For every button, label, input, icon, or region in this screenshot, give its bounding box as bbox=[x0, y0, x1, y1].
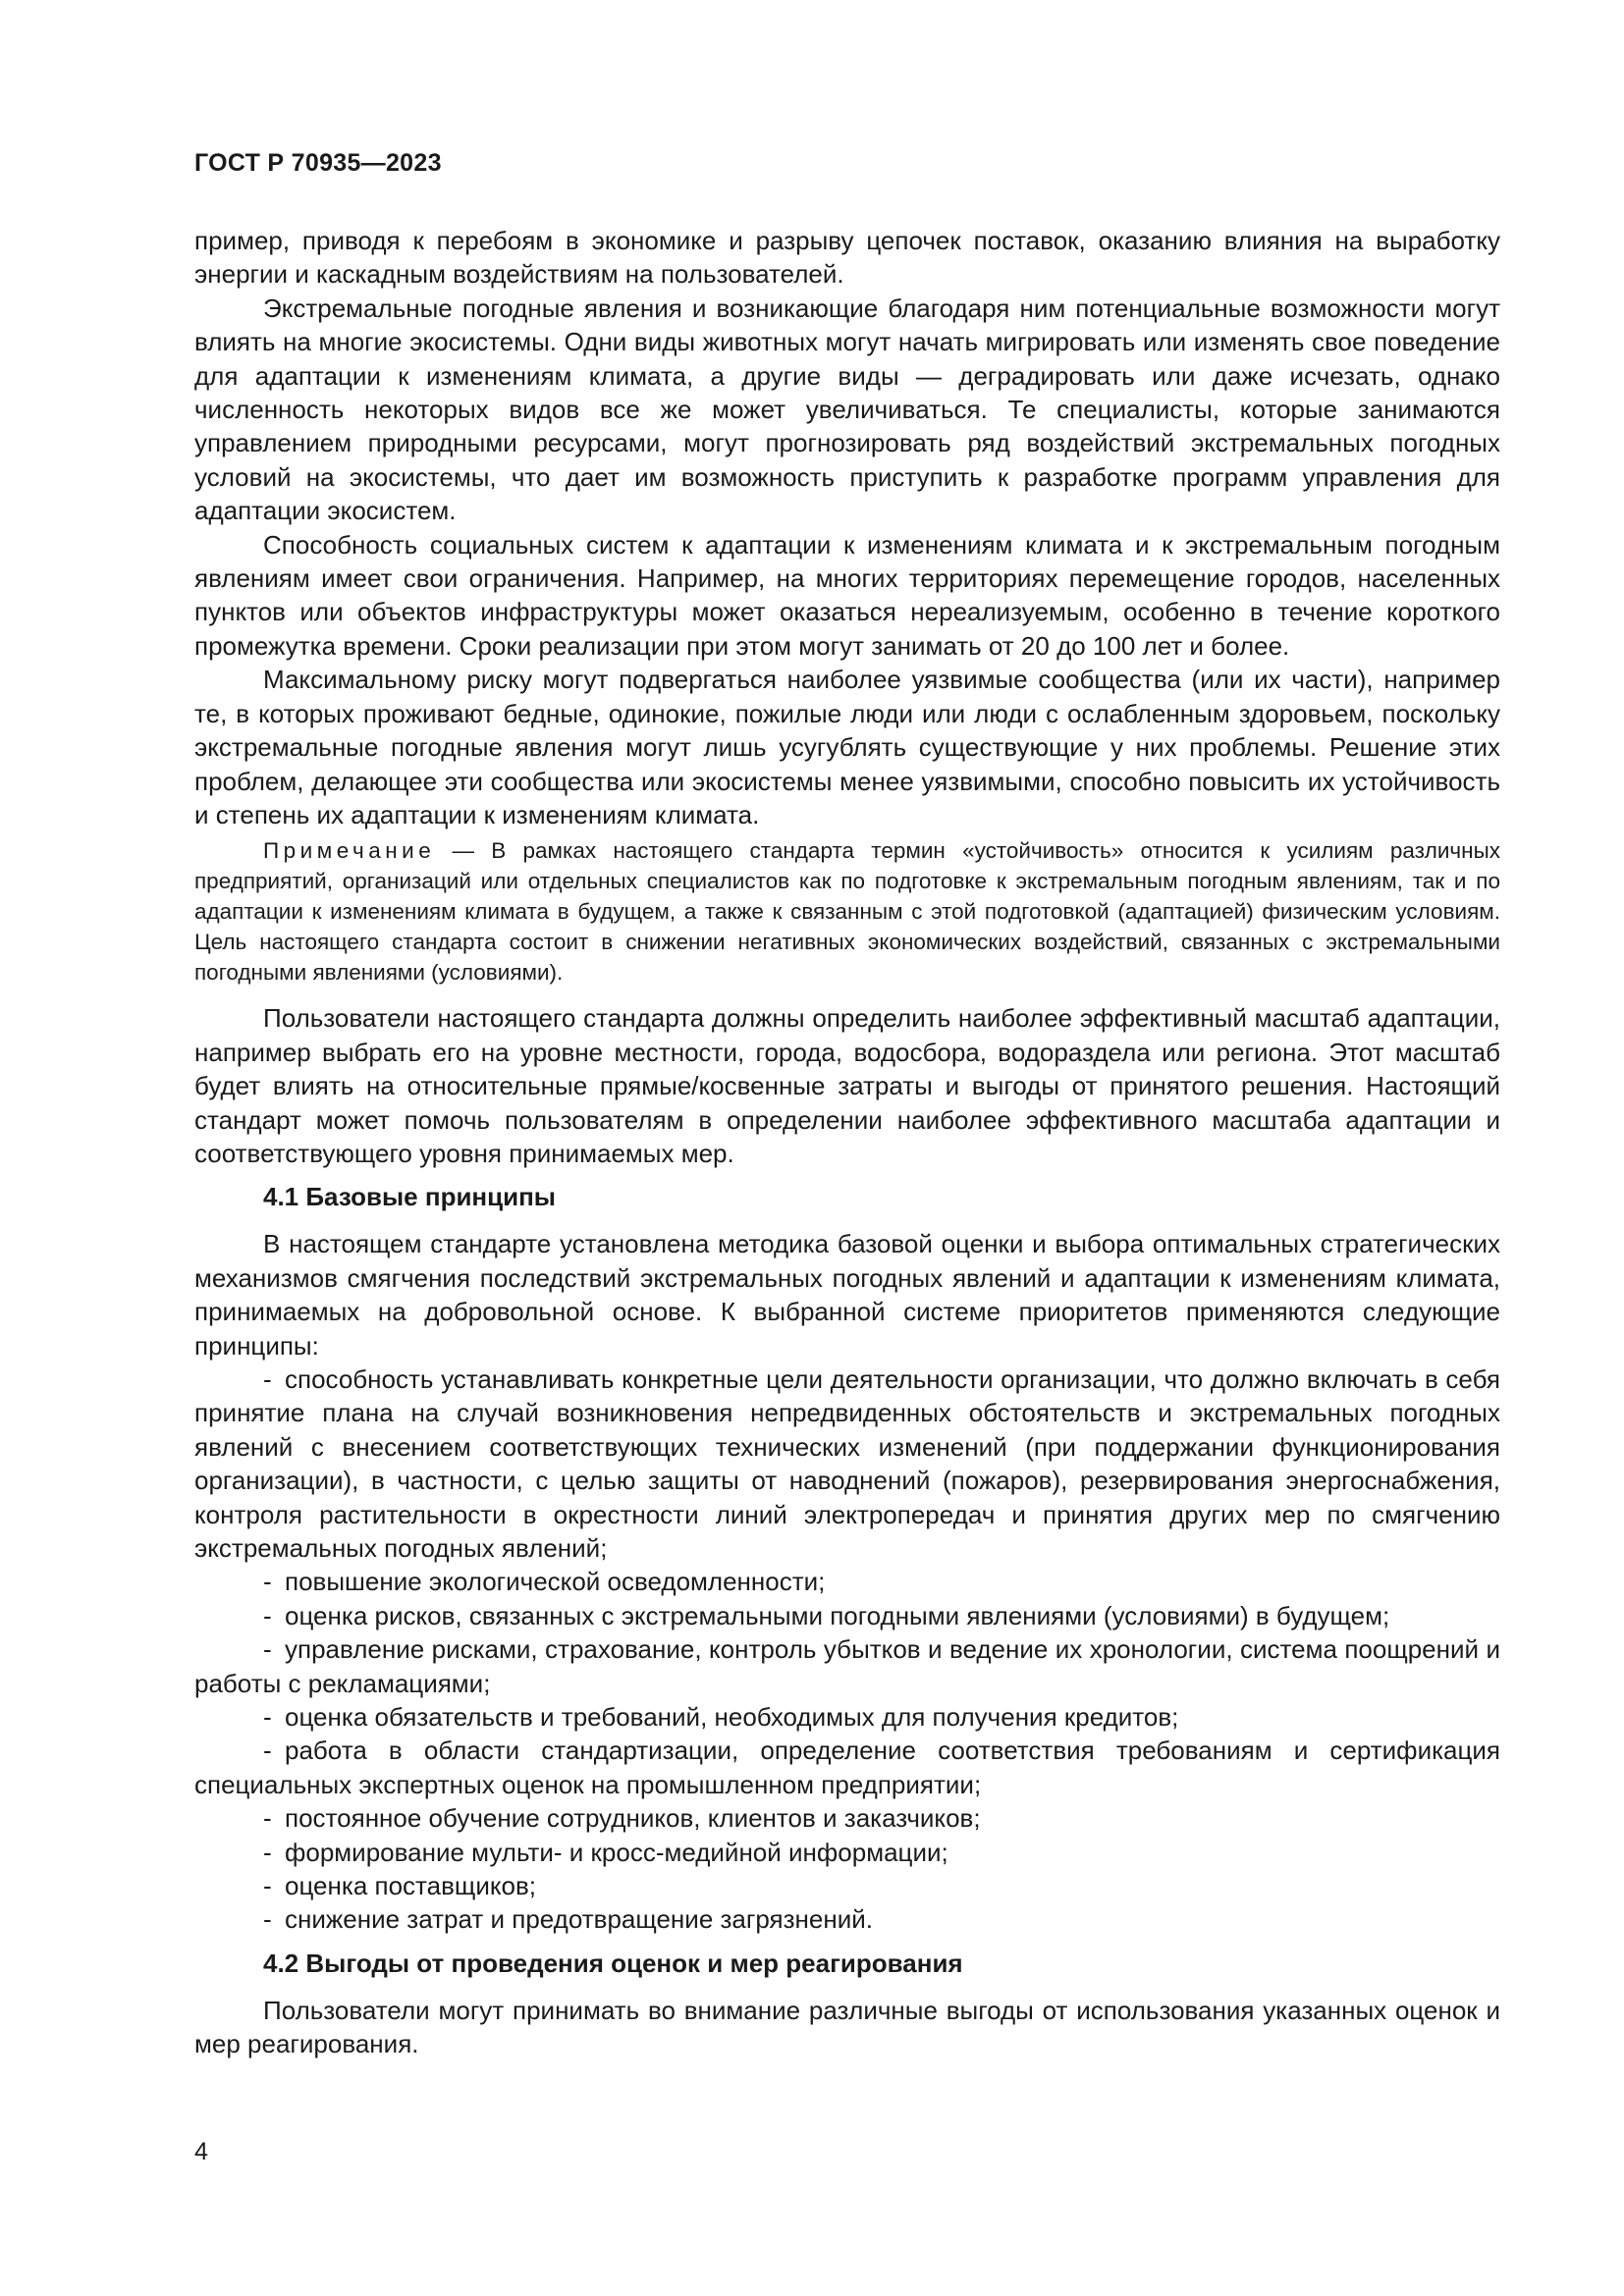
list-item: - управление рисками, страхование, контроль убытков и ведение их хронологии, система поощрений и работы с рекламациями; bbox=[194, 1634, 1500, 1698]
list-item: - оценка обязательств и требований, необходимых для получения кредитов; bbox=[194, 1700, 1500, 1734]
section-4-1-intro: В настоящем стандарте установлена методика базовой оценки и выбора оптимальных стратегических механизмов смягчения последствий экстремальных погодных явлений и адаптации к изменениям климата, принимаемых на добровольной основе. К выбранной системе приоритетов применяются следующие принципы: bbox=[194, 1229, 1500, 1361]
section-heading-4-1: 4.1 Базовые принципы bbox=[263, 1182, 557, 1212]
list-marker: - bbox=[263, 1904, 272, 1935]
note-block bbox=[194, 835, 1500, 988]
page-number: 4 bbox=[194, 2138, 208, 2165]
list-marker: - bbox=[263, 1735, 272, 1766]
paragraph-social-systems: Способность социальных систем к адаптации к изменениям климата и к экстремальным погодным явлениям имеет свои ограничения. Например, на многих территориях перемещение городов, населенных пунктов или объектов инфраструктуры может оказаться нереализуемым, особенно в течение короткого промежутка времени. Сроки реализации при этом могут занимать от 20 до 100 лет и более. bbox=[194, 529, 1500, 661]
list-item: - оценка рисков, связанных с экстремальными погодными явлениями (условиями) в будущем; bbox=[194, 1599, 1500, 1632]
document-code-header: ГОСТ Р 70935—2023 bbox=[194, 149, 442, 177]
section-heading-4-2: 4.2 Выгоды от проведения оценок и мер реагирования bbox=[263, 1948, 963, 1978]
note-text: — В рамках настоящего стандарта термин «устойчивость» относится к усилиям различных предприятий, организаций или отдельных специалистов как по подготовке к экстремальным погодным явлениям, так и по адаптации к изменениям климата в будущем, а также к связанным с этой подготовкой (адаптацией) физическим условиям. Цель настоящего стандарта состоит в снижении негативных экономических воздействий, связанных с экстремальными погодными явлениями (условиями). bbox=[194, 838, 1500, 986]
list-marker: - bbox=[263, 1871, 272, 1901]
paragraph-continuation: пример, приводя к перебоям в экономике и разрыву цепочек поставок, оказанию влияния на выработку энергии и каскадным воздействиям на пользователей. bbox=[194, 226, 1500, 290]
note-label: Примечание bbox=[263, 838, 436, 864]
paragraph-ecosystems: Экстремальные погодные явления и возникающие благодаря ним потенциальные возможности могут влиять на многие экосистемы. Одни виды животных могут начать мигрировать или изменять свое поведение для адаптации к изменениям климата, а другие виды — деградировать или даже исчезать, однако численность некоторых видов все же может увеличиваться. Те специалисты, которые занимаются управлением природными ресурсами, могут прогнозировать ряд воздействий экстремальных погодных условий на экосистемы, что дает им возможность приступить к разработке программ управления для адаптации экосистем. bbox=[194, 293, 1500, 526]
list-item: - работа в области стандартизации, определение соответствия требованиям и сертификация специальных экспертных оценок на промышленном предприятии; bbox=[194, 1735, 1500, 1799]
list-marker: - bbox=[263, 1634, 272, 1665]
list-marker: - bbox=[263, 1600, 272, 1630]
list-item: - оценка поставщиков; bbox=[194, 1869, 1500, 1902]
principles-list bbox=[194, 1362, 1500, 1937]
paragraph-vulnerable-communities: Максимальному риску могут подвергаться наиболее уязвимые сообщества (или их части), например те, в которых проживают бедные, одинокие, пожилые люди или люди с ослабленным здоровьем, поскольку экстремальные погодные явления могут лишь усугублять существующие у них проблемы. Решение этих проблем, делающее эти сообщества или экосистемы менее уязвимыми, способно повысить их устойчивость и степень их адаптации к изменениям климата. bbox=[194, 665, 1500, 829]
section-4-2-text: Пользователи могут принимать во внимание различные выгоды от использования указанных оценок и мер реагирования. bbox=[194, 1995, 1500, 2059]
list-item: - способность устанавливать конкретные цели деятельности организации, что должно включать в себя принятие плана на случай возникновения непредвиденных обстоятельств и экстремальных погодных явлений с внесением соответствующих технических изменений (при поддержании функционирования организации), в частности, с целью защиты от наводнений (пожаров), резервирования энергоснабжения, контроля растительности в окрестности линий электропередач и принятия других мер по смягчению экстремальных погодных явлений; bbox=[194, 1363, 1500, 1563]
list-item: - постоянное обучение сотрудников, клиентов и заказчиков; bbox=[194, 1801, 1500, 1835]
list-item: - формирование мульти- и кросс-медийной информации; bbox=[194, 1836, 1500, 1869]
list-marker: - bbox=[263, 1803, 272, 1834]
list-marker: - bbox=[263, 1363, 272, 1394]
list-marker: - bbox=[263, 1837, 272, 1867]
list-item: - снижение затрат и предотвращение загрязнений. bbox=[194, 1902, 1500, 1936]
list-marker: - bbox=[263, 1567, 272, 1597]
list-item: - повышение экологической осведомленности; bbox=[194, 1565, 1500, 1598]
paragraph-adaptation-scale: Пользователи настоящего стандарта должны определить наиболее эффективный масштаб адаптации, например выбрать его на уровне местности, города, водосбора, водораздела или региона. Этот масштаб будет влиять на относительные прямые/косвенные затраты и выгоды от принятого решения. Настоящий стандарт может помочь пользователям в определении наиболее эффективного масштаба адаптации и соответствующего уровня принимаемых мер. bbox=[194, 1003, 1500, 1168]
page-content bbox=[194, 224, 1500, 2061]
list-marker: - bbox=[263, 1702, 272, 1733]
